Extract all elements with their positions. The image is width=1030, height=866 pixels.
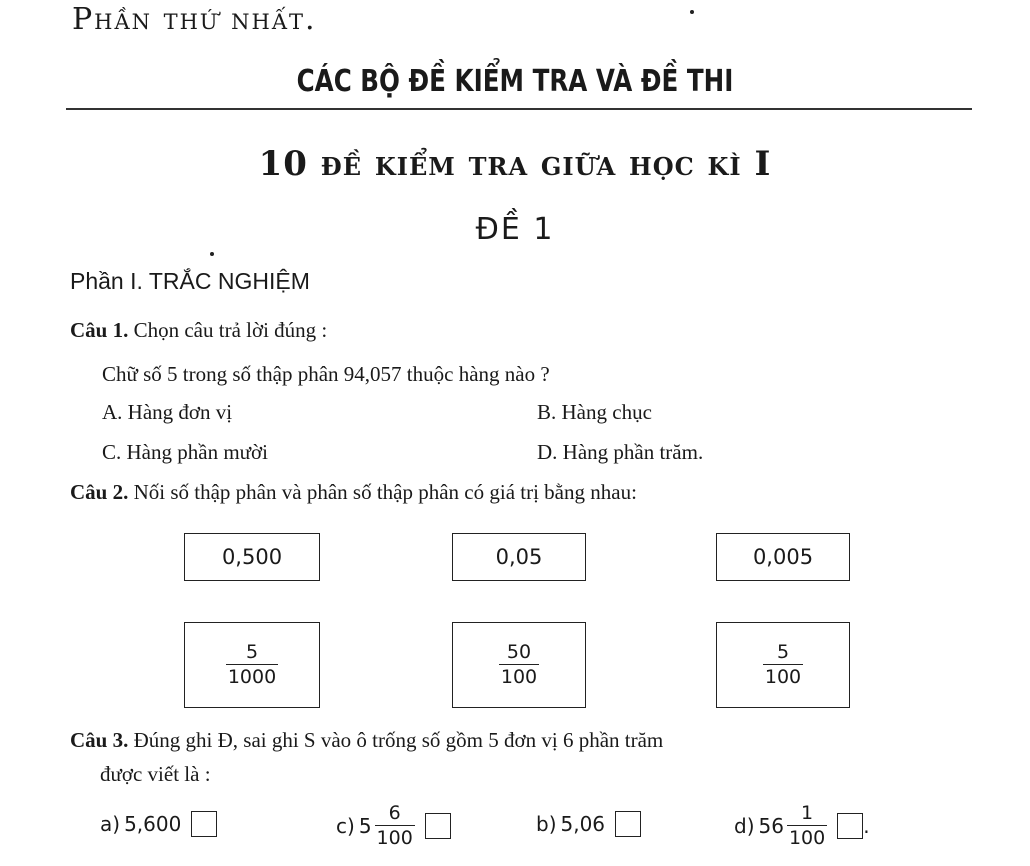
- question-3-text-line-1: Đúng ghi Đ, sai ghi S vào ô trống số gồm 5 đơn vị 6 phần trăm: [133, 728, 664, 752]
- section-title: Phần I. TRẮC NGHIỆM: [70, 268, 310, 294]
- decimal-box-1[interactable]: 0,500: [184, 533, 320, 581]
- fraction-3-numerator: 5: [776, 640, 790, 663]
- question-3-text-line-2: được viết là :: [100, 762, 211, 786]
- fraction-2-numerator: 50: [506, 640, 532, 663]
- answer-a-value: 5,600: [124, 812, 182, 836]
- question-1-option-c[interactable]: C. Hàng phần mười: [102, 440, 268, 464]
- fraction-3-denominator: 100: [764, 665, 802, 688]
- answer-d-checkbox[interactable]: [837, 813, 863, 839]
- answer-d-denominator: 100: [788, 826, 826, 849]
- answer-d-whole: 56: [758, 814, 784, 838]
- answer-c-checkbox[interactable]: [425, 813, 451, 839]
- fraction-2: [499, 642, 539, 689]
- decimal-box-2[interactable]: 0,05: [452, 533, 586, 581]
- speck-mark: [690, 10, 694, 14]
- fraction-box-3[interactable]: [716, 622, 850, 708]
- answer-d-fraction: [787, 803, 827, 850]
- answer-b-checkbox[interactable]: [615, 811, 641, 837]
- fraction-3: [763, 642, 803, 689]
- answer-a-checkbox[interactable]: [191, 811, 217, 837]
- answer-c: [336, 796, 451, 856]
- answer-c-whole: 5: [358, 814, 372, 838]
- question-1-option-a[interactable]: A. Hàng đơn vị: [102, 400, 233, 424]
- decimal-box-3[interactable]: 0,005: [716, 533, 850, 581]
- fraction-2-denominator: 100: [500, 665, 538, 688]
- answer-b-label: b): [536, 812, 557, 836]
- fraction-box-2[interactable]: [452, 622, 586, 708]
- answer-d-label: d): [734, 814, 755, 838]
- answer-d-numerator: 1: [801, 801, 814, 824]
- part-title: Phần thứ nhất.: [72, 2, 317, 37]
- question-2-line: [70, 480, 637, 505]
- question-2-text: Nối số thập phân và phân số thập phân có giá trị bằng nhau:: [133, 480, 637, 504]
- question-3-label: Câu 3.: [70, 728, 129, 752]
- question-1-option-b[interactable]: B. Hàng chục: [537, 400, 652, 424]
- question-2-label: Câu 2.: [70, 480, 129, 504]
- answer-c-denominator: 100: [376, 826, 413, 849]
- question-1-label: Câu 1.: [70, 318, 129, 342]
- answer-c-fraction: [375, 803, 415, 850]
- answer-c-numerator: 6: [388, 801, 401, 824]
- question-1-option-d[interactable]: D. Hàng phần trăm.: [537, 440, 704, 464]
- exam-number: ĐỀ 1: [475, 212, 555, 247]
- fraction-1-denominator: 1000: [227, 665, 277, 688]
- fraction-1: [226, 642, 278, 689]
- heading-divider: [66, 108, 972, 110]
- answer-d-tail: .: [863, 814, 870, 838]
- answer-c-label: c): [336, 814, 355, 838]
- answer-a-label: a): [100, 812, 121, 836]
- fraction-1-numerator: 5: [245, 640, 259, 663]
- answer-b-value: 5,06: [560, 812, 606, 836]
- question-1-prompt: Chữ số 5 trong số thập phân 94,057 thuộc hàng nào ?: [102, 362, 550, 386]
- main-heading: CÁC BỘ ĐỀ KIỂM TRA VÀ ĐỀ THI: [296, 64, 734, 99]
- sub-heading: 10 đề kiểm tra giữa học kì I: [258, 144, 772, 184]
- answer-b: [536, 806, 641, 842]
- question-1-instruction: Chọn câu trả lời đúng :: [133, 318, 328, 342]
- answer-a: [100, 806, 217, 842]
- fraction-box-1[interactable]: [184, 622, 320, 708]
- question-1-instruction-line: [70, 318, 327, 343]
- speck-mark: [210, 252, 214, 256]
- question-3-line-1: [70, 728, 663, 753]
- answer-d: [734, 796, 870, 856]
